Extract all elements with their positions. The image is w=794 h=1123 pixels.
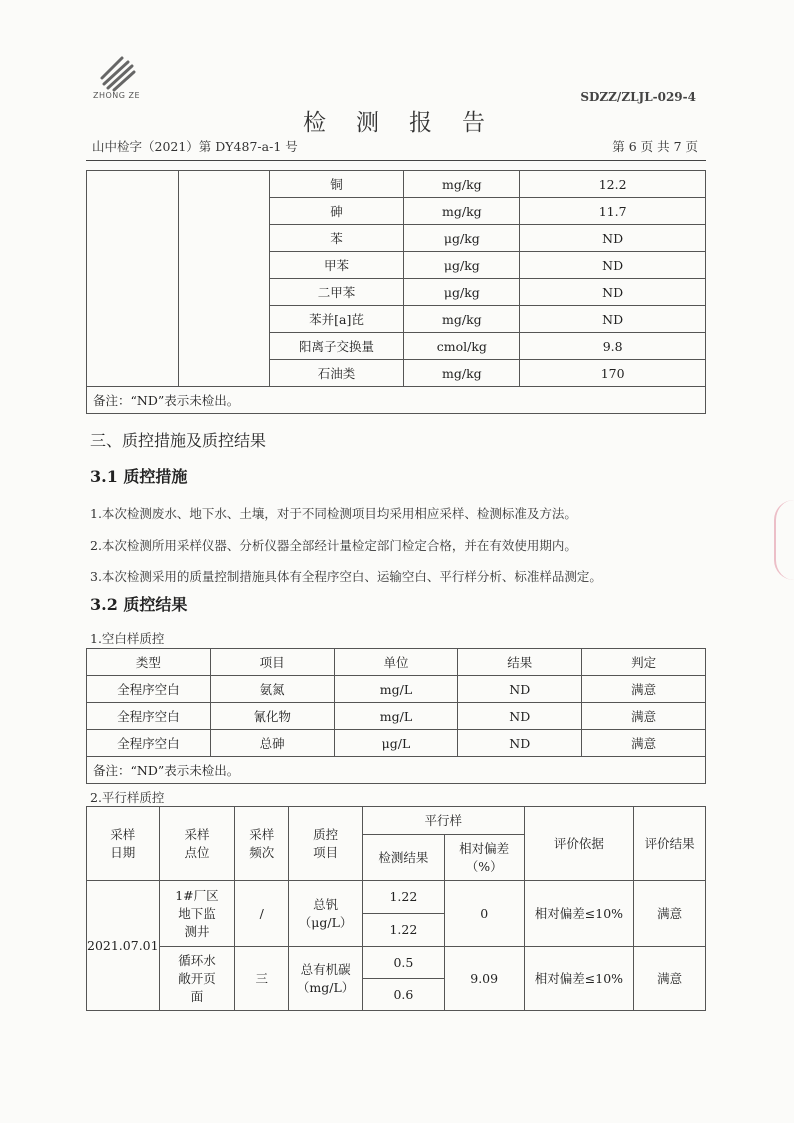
- table-cell: 全程序空白: [87, 703, 211, 730]
- header-divider: [86, 160, 706, 161]
- column-header: 质控 项目: [289, 807, 363, 881]
- column-header: 项目: [210, 649, 334, 676]
- value-cell: ND: [520, 279, 706, 306]
- item-cell: 苯并[a]芘: [269, 306, 404, 333]
- result-cell: 1.22: [363, 881, 445, 914]
- table-cell: mg/L: [334, 703, 458, 730]
- point-cell: 循环水 敞开页 面: [159, 947, 235, 1011]
- table-cell: 满意: [582, 730, 706, 757]
- value-cell: 12.2: [520, 171, 706, 198]
- item-cell: 石油类: [269, 360, 404, 387]
- parallel-qc-label: 2.平行样质控: [90, 790, 165, 805]
- logo-text: ZHONG ZE: [93, 91, 141, 100]
- section-heading: 三、质控措施及质控结果: [90, 431, 267, 450]
- value-cell: ND: [520, 225, 706, 252]
- column-header: 采样 日期: [87, 807, 160, 881]
- value-cell: ND: [520, 252, 706, 279]
- item-cell: 总钒 （μg/L）: [289, 881, 363, 947]
- unit-cell: μg/kg: [404, 225, 520, 252]
- unit-cell: μg/kg: [404, 279, 520, 306]
- table-cell: 氰化物: [210, 703, 334, 730]
- deviation-cell: 9.09: [444, 947, 524, 1011]
- result-cell: 1.22: [363, 914, 445, 947]
- item-cell: 总有机碳 （mg/L）: [289, 947, 363, 1011]
- value-cell: 9.8: [520, 333, 706, 360]
- table-cell: 氨氮: [210, 676, 334, 703]
- report-number: 山中检字（2021）第 DY487-a-1 号: [92, 139, 298, 154]
- column-header: 检测结果: [363, 835, 445, 881]
- table-cell: 满意: [582, 703, 706, 730]
- item-cell: 铜: [269, 171, 404, 198]
- unit-cell: mg/kg: [404, 198, 520, 225]
- item-cell: 甲苯: [269, 252, 404, 279]
- item-cell: 苯: [269, 225, 404, 252]
- blank-qc-table: [86, 648, 706, 784]
- value-cell: 11.7: [520, 198, 706, 225]
- table-row: [87, 703, 706, 730]
- date-cell: 2021.07.01: [87, 881, 160, 1011]
- table-cell: ND: [458, 730, 582, 757]
- column-header: 评价依据: [524, 807, 634, 881]
- table-cell: ND: [458, 676, 582, 703]
- column-header: 采样 频次: [235, 807, 289, 881]
- measure-item: 2.本次检测所用采样仪器、分析仪器全部经计量检定部门检定合格，并在有效使用期内。: [90, 538, 577, 553]
- table-cell: 满意: [582, 676, 706, 703]
- soil-results-table: [86, 170, 706, 414]
- conclusion-cell: 满意: [634, 881, 706, 947]
- column-header: 单位: [334, 649, 458, 676]
- parallel-qc-table: [86, 806, 706, 1011]
- table-row: [87, 676, 706, 703]
- measure-item: 3.本次检测采用的质量控制措施具体有全程序空白、运输空白、平行样分析、标准样品测定。: [90, 569, 602, 584]
- header-row: [87, 649, 706, 676]
- freq-cell: /: [235, 881, 289, 947]
- column-header: 结果: [458, 649, 582, 676]
- table-cell: mg/L: [334, 676, 458, 703]
- basis-cell: 相对偏差≤10%: [524, 947, 634, 1011]
- measure-item: 1.本次检测废水、地下水、土壤，对于不同检测项目均采用相应采样、检测标准及方法。: [90, 506, 577, 521]
- table-row: [87, 881, 706, 914]
- column-header: 类型: [87, 649, 211, 676]
- note-row: [87, 387, 706, 414]
- column-header: 平行样: [363, 807, 525, 835]
- item-cell: 砷: [269, 198, 404, 225]
- merged-cell: [87, 171, 179, 387]
- table-cell: 总砷: [210, 730, 334, 757]
- table-row: [87, 947, 706, 979]
- table-note: 备注：“ND”表示未检出。: [87, 387, 706, 414]
- table-cell: ND: [458, 703, 582, 730]
- column-header: 采样 点位: [159, 807, 235, 881]
- deviation-cell: 0: [444, 881, 524, 947]
- table-row: [87, 171, 706, 198]
- unit-cell: mg/kg: [404, 171, 520, 198]
- blank-qc-label: 1.空白样质控: [90, 631, 165, 646]
- table-cell: μg/L: [334, 730, 458, 757]
- value-cell: 170: [520, 360, 706, 387]
- subsection-heading: 3.1 质控措施: [90, 467, 188, 486]
- item-cell: 二甲苯: [269, 279, 404, 306]
- document-code: SDZZ/ZLJL-029-4: [580, 90, 696, 104]
- freq-cell: 三: [235, 947, 289, 1011]
- table-cell: 全程序空白: [87, 730, 211, 757]
- note-row: [87, 757, 706, 784]
- item-cell: 阳离子交换量: [269, 333, 404, 360]
- unit-cell: μg/kg: [404, 252, 520, 279]
- table-row: [87, 730, 706, 757]
- column-header: 判定: [582, 649, 706, 676]
- report-title: 检测报告: [303, 110, 515, 136]
- value-cell: ND: [520, 306, 706, 333]
- basis-cell: 相对偏差≤10%: [524, 881, 634, 947]
- unit-cell: mg/kg: [404, 306, 520, 333]
- table-note: 备注：“ND”表示未检出。: [87, 757, 706, 784]
- column-header: 相对偏差 （%）: [444, 835, 524, 881]
- result-cell: 0.6: [363, 979, 445, 1011]
- column-header: 评价结果: [634, 807, 706, 881]
- unit-cell: mg/kg: [404, 360, 520, 387]
- merged-cell: [178, 171, 269, 387]
- conclusion-cell: 满意: [634, 947, 706, 1011]
- subsection-heading: 3.2 质控结果: [90, 595, 188, 614]
- table-cell: 全程序空白: [87, 676, 211, 703]
- point-cell: 1#厂区 地下监 测井: [159, 881, 235, 947]
- seal-edge: [774, 500, 794, 580]
- page-indicator: 第 6 页 共 7 页: [612, 139, 698, 154]
- unit-cell: cmol/kg: [404, 333, 520, 360]
- header-row: [87, 807, 706, 835]
- result-cell: 0.5: [363, 947, 445, 979]
